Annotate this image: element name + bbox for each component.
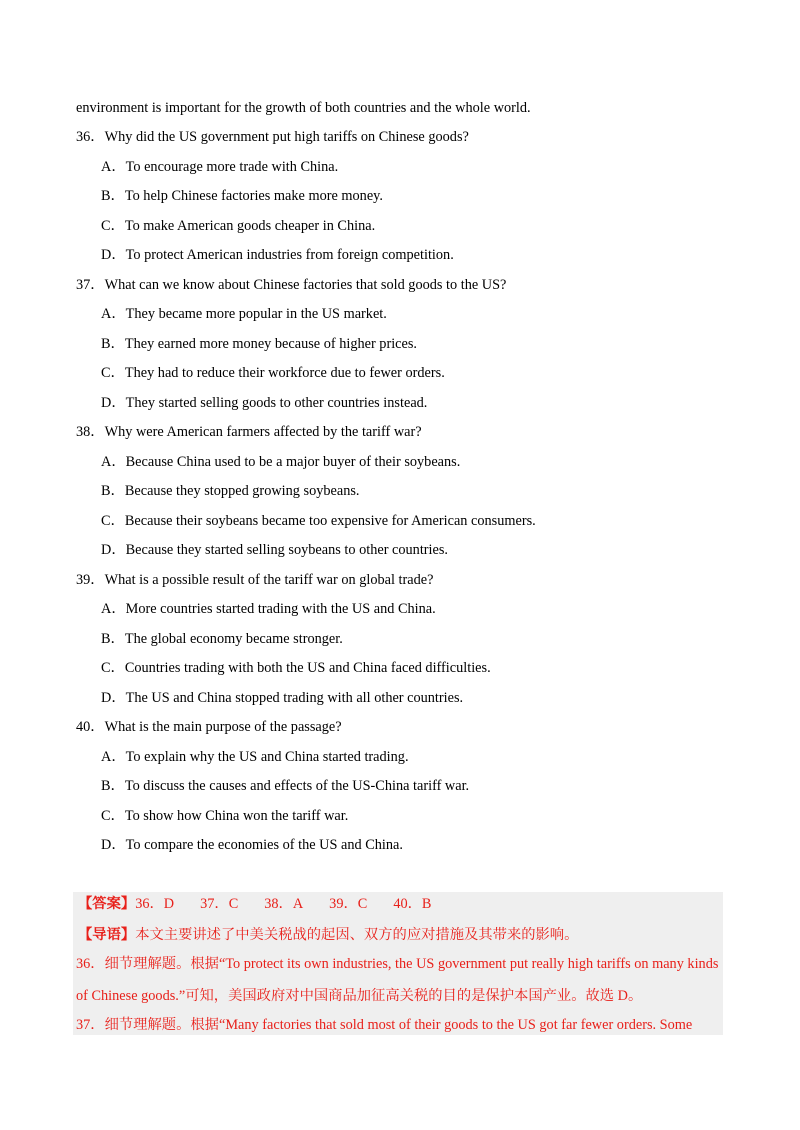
answer-40: 40．B bbox=[393, 896, 432, 912]
option-39-b: B．The global economy became stronger. bbox=[101, 631, 343, 647]
answer-36: 36．D bbox=[135, 896, 175, 912]
question-39: 39．What is a possible result of the tariff war on global trade? bbox=[76, 572, 434, 588]
guide-text: 【导语】本文主要讲述了中美关税战的起因、双方的应对措施及其带来的影响。 bbox=[78, 927, 579, 943]
option-40-a: A．To explain why the US and China started trading. bbox=[101, 749, 409, 765]
answer-39: 39．C bbox=[329, 896, 368, 912]
option-38-c: C．Because their soybeans became too expensive for American consumers. bbox=[101, 513, 536, 529]
option-40-d: D．To compare the economies of the US and China. bbox=[101, 837, 403, 853]
question-36: 36．Why did the US government put high tariffs on Chinese goods? bbox=[76, 129, 469, 145]
answer-38: 38．A bbox=[264, 896, 304, 912]
option-36-d: D．To protect American industries from foreign competition. bbox=[101, 247, 454, 263]
option-37-a: A．They became more popular in the US market. bbox=[101, 306, 387, 322]
option-40-c: C．To show how China won the tariff war. bbox=[101, 808, 349, 824]
option-38-d: D．Because they started selling soybeans to other countries. bbox=[101, 542, 449, 558]
option-38-a: A．Because China used to be a major buyer of their soybeans. bbox=[101, 454, 461, 470]
explanation-37-line-1: 37．细节理解题。根据“Many factories that sold most of their goods to the US got far fewer orders. Some bbox=[76, 1017, 693, 1033]
option-40-b: B．To discuss the causes and effects of the US-China tariff war. bbox=[101, 778, 470, 794]
passage-text: environment is important for the growth of both countries and the whole world. bbox=[76, 100, 531, 116]
option-36-a: A．To encourage more trade with China. bbox=[101, 159, 339, 175]
option-37-d: D．They started selling goods to other countries instead. bbox=[101, 395, 428, 411]
answer-key: 【答案】36．D 37．C 38．A 39．C 40．B bbox=[78, 896, 432, 912]
option-36-c: C．To make American goods cheaper in China. bbox=[101, 218, 376, 234]
option-37-b: B．They earned more money because of higher prices. bbox=[101, 336, 418, 352]
option-37-c: C．They had to reduce their workforce due to fewer orders. bbox=[101, 365, 445, 381]
explanation-36-line-1: 36．细节理解题。根据“To protect its own industries, the US government put really high tariffs on many kinds bbox=[76, 956, 719, 972]
option-39-c: C．Countries trading with both the US and China faced difficulties. bbox=[101, 660, 491, 676]
option-38-b: B．Because they stopped growing soybeans. bbox=[101, 483, 360, 499]
answer-37: 37．C bbox=[200, 896, 239, 912]
option-36-b: B．To help Chinese factories make more money. bbox=[101, 188, 383, 204]
question-37: 37．What can we know about Chinese factories that sold goods to the US? bbox=[76, 277, 507, 293]
option-39-d: D．The US and China stopped trading with all other countries. bbox=[101, 690, 464, 706]
explanation-36-line-2: of Chinese goods.”可知，美国政府对中国商品加征高关税的目的是保护本国产业。故选 D。 bbox=[76, 988, 643, 1004]
question-40: 40．What is the main purpose of the passage? bbox=[76, 719, 342, 735]
question-38: 38．Why were American farmers affected by the tariff war? bbox=[76, 424, 422, 440]
option-39-a: A．More countries started trading with the US and China. bbox=[101, 601, 436, 617]
